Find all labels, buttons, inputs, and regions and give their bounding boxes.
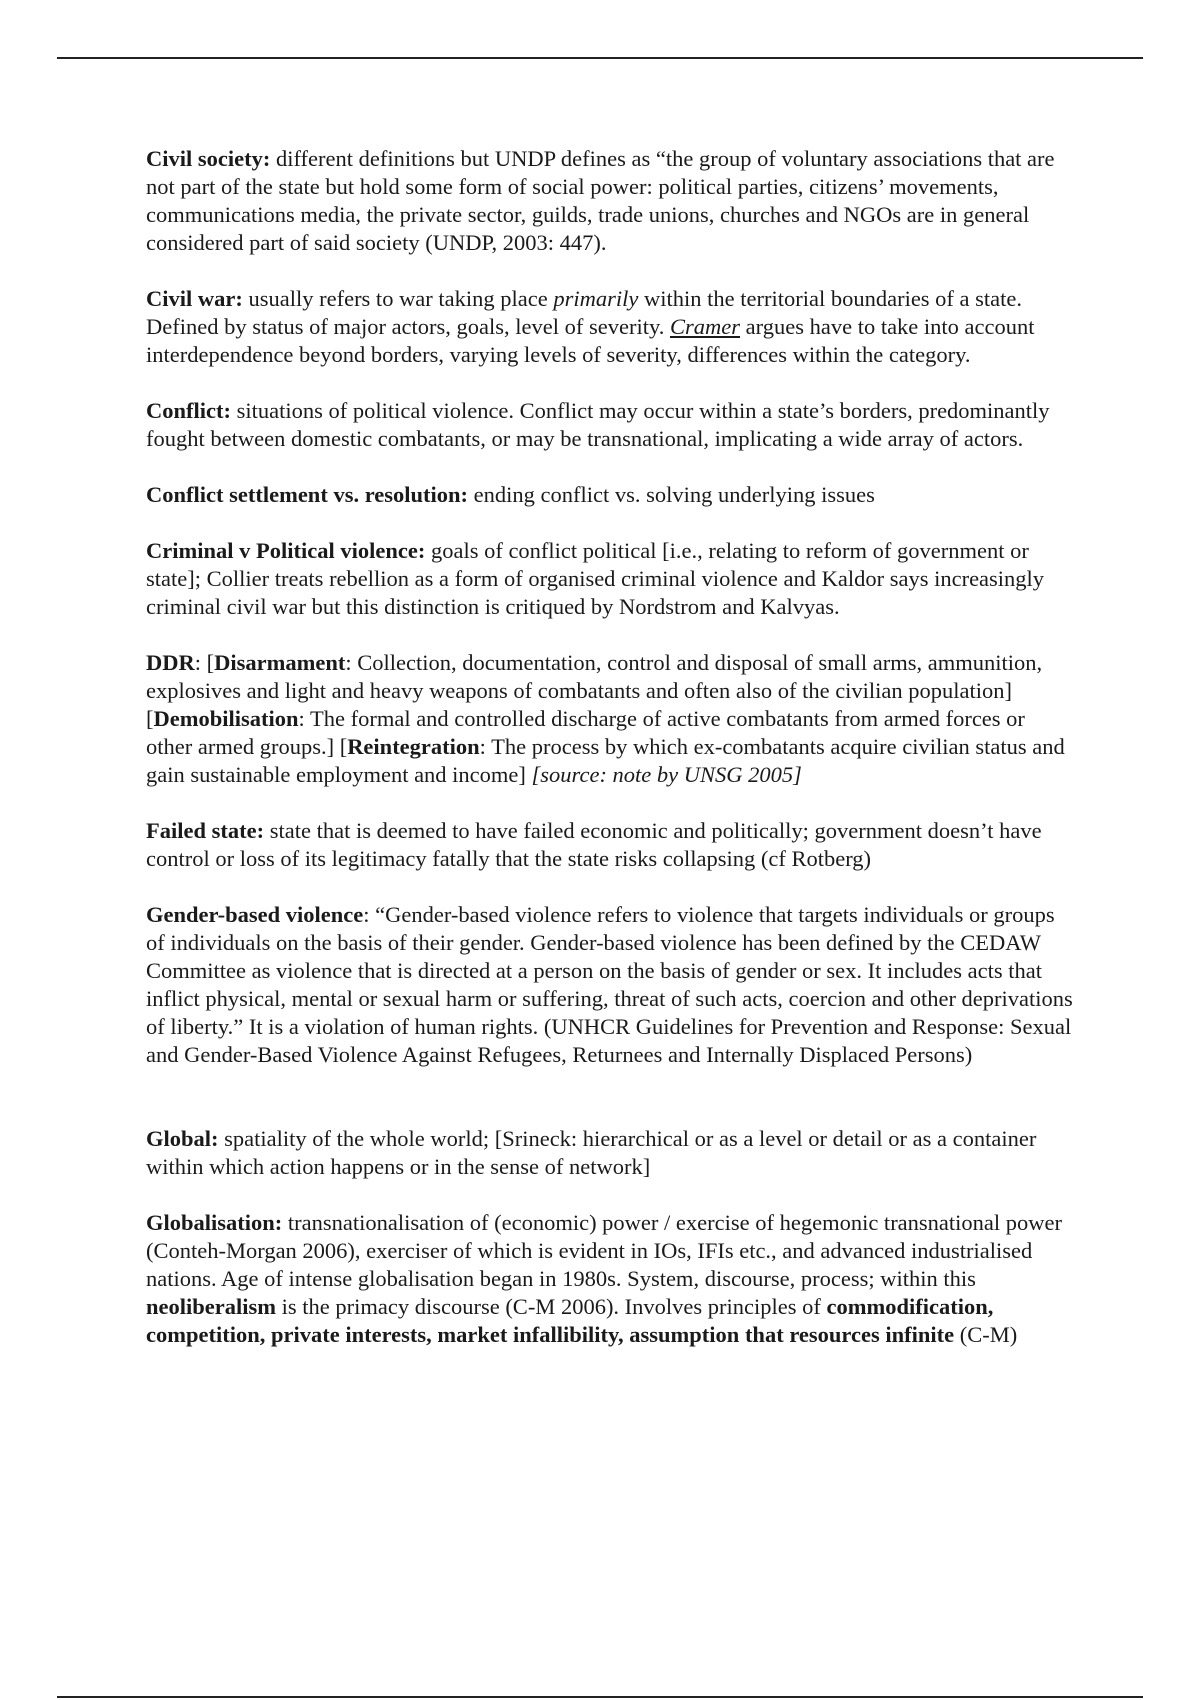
term-label: Civil war: bbox=[146, 286, 243, 311]
key-concept: neoliberalism bbox=[146, 1294, 276, 1319]
definition-text: spatiality of the whole world; [Srineck: hierarchical or as a level or detail or as a container within which action happens or in the sense of network] bbox=[146, 1126, 1037, 1179]
emphasis-text: primarily bbox=[553, 286, 639, 311]
term-label: DDR bbox=[146, 650, 195, 675]
entry-civil-war bbox=[146, 285, 1076, 369]
entry-ddr bbox=[146, 649, 1076, 789]
definition-text: ending conflict vs. solving underlying issues bbox=[468, 482, 875, 507]
entry-globalisation bbox=[146, 1209, 1076, 1349]
definition-text: (C-M) bbox=[954, 1322, 1018, 1347]
definition-text: : The process by which ex-combatants acquire civilian status and gain sustainable employment and income] bbox=[146, 734, 1065, 787]
definition-text: is the primacy discourse (C-M 2006). Involves principles of bbox=[276, 1294, 827, 1319]
entry-gender-based-violence bbox=[146, 901, 1076, 1069]
definition-text: state that is deemed to have failed economic and politically; government doesn’t have control or loss of its legitimacy fatally that the state risks collapsing (cf Rotberg) bbox=[146, 818, 1042, 871]
key-concept: commodification, competition, private interests, market infallibility, assumption that resources infinite bbox=[146, 1294, 994, 1347]
cited-author: Cramer bbox=[670, 314, 741, 339]
definition-text: argues have to take into account interdependence beyond borders, varying levels of severity, differences within the category. bbox=[146, 314, 1035, 367]
subterm-label: Demobilisation bbox=[153, 706, 299, 731]
footer-rule bbox=[57, 1696, 1143, 1698]
term-label: Gender-based violence bbox=[146, 902, 364, 927]
entry-global bbox=[146, 1125, 1076, 1181]
term-label: Conflict settlement vs. resolution: bbox=[146, 482, 469, 507]
source-note: [source: note by UNSG 2005] bbox=[531, 762, 802, 787]
header-rule bbox=[57, 57, 1143, 59]
entry-conflict-settlement bbox=[146, 481, 1076, 509]
definition-text: within the territorial boundaries of a state. Defined by status of major actors, goals, level of severity. bbox=[146, 286, 1023, 339]
subterm-label: Reintegration bbox=[347, 734, 480, 759]
entry-criminal-political-violence bbox=[146, 537, 1076, 621]
entry-civil-society bbox=[146, 145, 1076, 257]
definition-text: : “Gender-based violence refers to violence that targets individuals or groups of individuals on the basis of their gender. Gender-based violence has been defined by the CEDAW Committee as violence that is directed at a person on the basis of gender or sex. It includes acts that inflict physical, mental or sexual harm or suffering, threat of such acts, coercion and other deprivations of liberty.” It is a violation of human rights. (UNHCR Guidelines for Prevention and Response: Sexual and Gender-Based Violence Against Refugees, Returnees and Internally Displaced Persons) bbox=[146, 902, 1073, 1067]
glossary-page bbox=[146, 145, 1076, 1377]
definition-text: transnationalisation of (economic) power / exercise of hegemonic transnational power (Conteh-Morgan 2006), exerciser of which is evident in IOs, IFIs etc., and advanced industrialised nations. Age of intense globalisation began in 1980s. System, discourse, process; within this bbox=[146, 1210, 1063, 1291]
term-label: Civil society: bbox=[146, 146, 271, 171]
definition-text: goals of conflict political [i.e., relating to reform of government or state]; Collier treats rebellion as a form of organised criminal violence and Kaldor says increasingly criminal civil war but this distinction is critiqued by Nordstrom and Kalvyas. bbox=[146, 538, 1045, 619]
definition-text: : [ bbox=[194, 650, 215, 675]
term-label: Criminal v Political violence: bbox=[146, 538, 426, 563]
term-label: Globalisation: bbox=[146, 1210, 283, 1235]
entry-conflict bbox=[146, 397, 1076, 453]
entry-failed-state bbox=[146, 817, 1076, 873]
definition-text: : Collection, documentation, control and disposal of small arms, ammunition, explosives and light and heavy weapons of combatants and often also of the civilian population] [ bbox=[146, 650, 1043, 731]
term-label: Failed state: bbox=[146, 818, 265, 843]
term-label: Conflict: bbox=[146, 398, 231, 423]
definition-text: : The formal and controlled discharge of active combatants from armed forces or other armed groups.] [ bbox=[146, 706, 1025, 759]
term-label: Global: bbox=[146, 1126, 219, 1151]
definition-text: usually refers to war taking place bbox=[242, 286, 554, 311]
definition-text: situations of political violence. Conflict may occur within a state’s borders, predominantly fought between domestic combatants, or may be transnational, implicating a wide array of actors. bbox=[146, 398, 1050, 451]
subterm-label: Disarmament bbox=[214, 650, 346, 675]
definition-text: different definitions but UNDP defines as “the group of voluntary associations that are not part of the state but hold some form of social power: political parties, citizens’ movements, communications media, the private sector, guilds, trade unions, churches and NGOs are in general considered part of said society (UNDP, 2003: 447). bbox=[146, 146, 1055, 255]
